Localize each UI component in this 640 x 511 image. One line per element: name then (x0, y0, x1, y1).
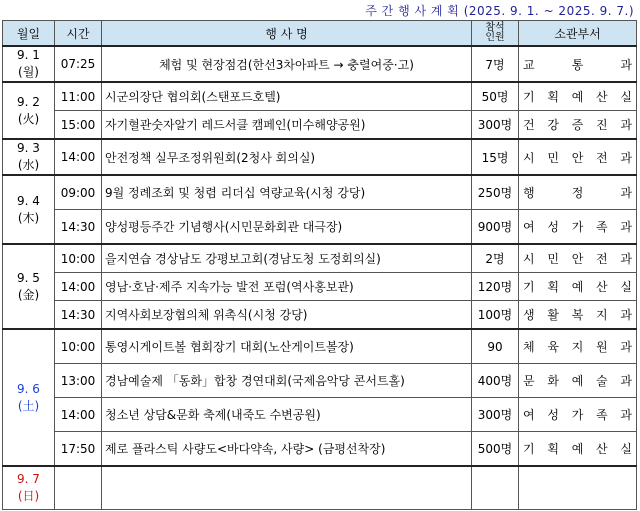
attendance-cell: 300명 (472, 111, 519, 140)
date-cell (3, 329, 55, 466)
date-cell (3, 175, 55, 244)
time-cell: 17:50 (55, 432, 102, 467)
dept-label: 체 육 지 원 과 (523, 340, 632, 354)
attendance-cell: 250명 (472, 175, 519, 210)
schedule-table (2, 20, 637, 510)
dept-label: 문 화 예 술 과 (523, 374, 632, 388)
event-name-cell (102, 466, 472, 510)
dept-cell (519, 432, 637, 467)
attendance-cell: 50명 (472, 82, 519, 111)
header-attendance-bottom: 인원 (485, 32, 505, 43)
header-date: 월일 (3, 21, 55, 47)
attendance-cell: 120명 (472, 273, 519, 301)
attendance-cell: 400명 (472, 364, 519, 398)
dept-label: 기 획 예 산 실 (523, 442, 632, 456)
weekday-label: (월) (18, 65, 39, 79)
table-row (3, 139, 637, 175)
time-cell: 15:00 (55, 111, 102, 140)
schedule-body (3, 46, 637, 510)
event-name-cell: 안전정책 실무조정위원회(2청사 회의실) (102, 139, 472, 175)
event-name-cell: 경남예술제 「동화」합창 경연대회(국제음악당 콘서트홀) (102, 364, 472, 398)
table-row (3, 273, 637, 301)
time-cell: 10:00 (55, 329, 102, 364)
event-name-cell: 청소년 상담&문화 축제(내죽도 수변공원) (102, 398, 472, 432)
page-title: 주 간 행 사 계 획 (2025. 9. 1. ~ 2025. 9. 7.) (365, 4, 634, 18)
time-cell: 10:00 (55, 244, 102, 273)
time-cell: 13:00 (55, 364, 102, 398)
attendance-cell: 100명 (472, 301, 519, 330)
dept-cell (519, 175, 637, 210)
dept-label: 시 민 안 전 과 (523, 150, 632, 165)
dept-label: 건 강 증 진 과 (523, 118, 632, 132)
table-row (3, 329, 637, 364)
time-cell: 14:30 (55, 301, 102, 330)
attendance-cell (472, 466, 519, 510)
table-row (3, 82, 637, 111)
dept-cell (519, 46, 637, 82)
time-cell: 14:00 (55, 273, 102, 301)
header-attendance-top: 참석 (485, 22, 505, 33)
table-row (3, 398, 637, 432)
weekday-label: (木) (17, 210, 40, 225)
attendance-cell: 900명 (472, 210, 519, 245)
date-label: 9. 1 (17, 48, 40, 62)
weekday-label: (火) (17, 111, 40, 126)
dept-label: 여 성 가 족 과 (523, 220, 632, 234)
time-cell: 14:30 (55, 210, 102, 245)
dept-cell (519, 329, 637, 364)
table-row (3, 175, 637, 210)
event-name-cell: 9월 정례조회 및 청렴 리더십 역량교육(시청 강당) (102, 175, 472, 210)
table-row (3, 301, 637, 330)
dept-label: 시 민 안 전 과 (523, 252, 632, 266)
date-label: 9. 3 (17, 141, 40, 155)
header-attendance (472, 21, 519, 47)
time-cell (55, 466, 102, 510)
weekday-label: (日) (17, 489, 40, 503)
dept-label: 생 활 복 지 과 (523, 308, 632, 322)
time-cell: 14:00 (55, 139, 102, 175)
table-row (3, 364, 637, 398)
date-label: 9. 5 (17, 270, 40, 285)
attendance-cell: 90 (472, 329, 519, 364)
event-name-cell: 양성평등주간 기념행사(시민문화회관 대극장) (102, 210, 472, 245)
dept-cell (519, 210, 637, 245)
event-name-cell: 시군의장단 협의회(스탠포드호텔) (102, 82, 472, 111)
dept-cell (519, 82, 637, 111)
header-time: 시간 (55, 21, 102, 47)
event-name-cell: 제로 플라스틱 사량도<바다약속, 사량> (금평선착장) (102, 432, 472, 467)
dept-cell (519, 111, 637, 140)
event-name-cell: 자기혈관숫자알기 레드서클 캠페인(미수해양공원) (102, 111, 472, 140)
date-cell (3, 82, 55, 139)
dept-cell (519, 139, 637, 175)
dept-label: 여 성 가 족 과 (523, 408, 632, 422)
date-cell (3, 46, 55, 82)
dept-label: 교 통 과 (523, 57, 632, 72)
time-cell: 11:00 (55, 82, 102, 111)
dept-cell (519, 273, 637, 301)
header-row (3, 21, 637, 47)
dept-cell (519, 301, 637, 330)
time-cell: 14:00 (55, 398, 102, 432)
weekday-label: (水) (17, 158, 40, 172)
date-cell (3, 466, 55, 510)
event-name-cell: 영남·호남·제주 지속가능 발전 포럼(역사홍보관) (102, 273, 472, 301)
header-dept: 소관부서 (519, 21, 637, 47)
event-name-cell: 체험 및 현장점검(한선3차아파트 → 충렬여중·고) (102, 46, 472, 82)
date-label: 9. 6 (17, 381, 40, 396)
table-row (3, 46, 637, 82)
date-cell (3, 139, 55, 175)
time-cell: 09:00 (55, 175, 102, 210)
table-row (3, 466, 637, 510)
table-row (3, 111, 637, 140)
event-name-cell: 지역사회보장협의체 위촉식(시청 강당) (102, 301, 472, 330)
table-row (3, 432, 637, 467)
date-label: 9. 4 (17, 193, 40, 208)
dept-label: 기 획 예 산 실 (523, 90, 632, 104)
event-name-cell: 통영시게이트볼 협회장기 대회(노산게이트볼장) (102, 329, 472, 364)
attendance-cell: 2명 (472, 244, 519, 273)
dept-cell (519, 466, 637, 510)
dept-cell (519, 398, 637, 432)
table-row (3, 210, 637, 245)
attendance-cell: 500명 (472, 432, 519, 467)
attendance-cell: 15명 (472, 139, 519, 175)
dept-cell (519, 244, 637, 273)
time-cell: 07:25 (55, 46, 102, 82)
dept-label: 기 획 예 산 실 (523, 280, 632, 294)
event-name-cell: 을지연습 경상남도 강평보고회(경남도청 도정회의실) (102, 244, 472, 273)
weekday-label: (金) (17, 287, 40, 302)
table-row (3, 244, 637, 273)
attendance-cell: 7명 (472, 46, 519, 82)
weekday-label: (土) (17, 398, 40, 413)
dept-label: 행 정 과 (523, 186, 632, 200)
date-cell (3, 244, 55, 329)
date-label: 9. 2 (17, 94, 40, 109)
dept-cell (519, 364, 637, 398)
date-label: 9. 7 (17, 472, 40, 486)
header-event: 행 사 명 (102, 21, 472, 47)
attendance-cell: 300명 (472, 398, 519, 432)
